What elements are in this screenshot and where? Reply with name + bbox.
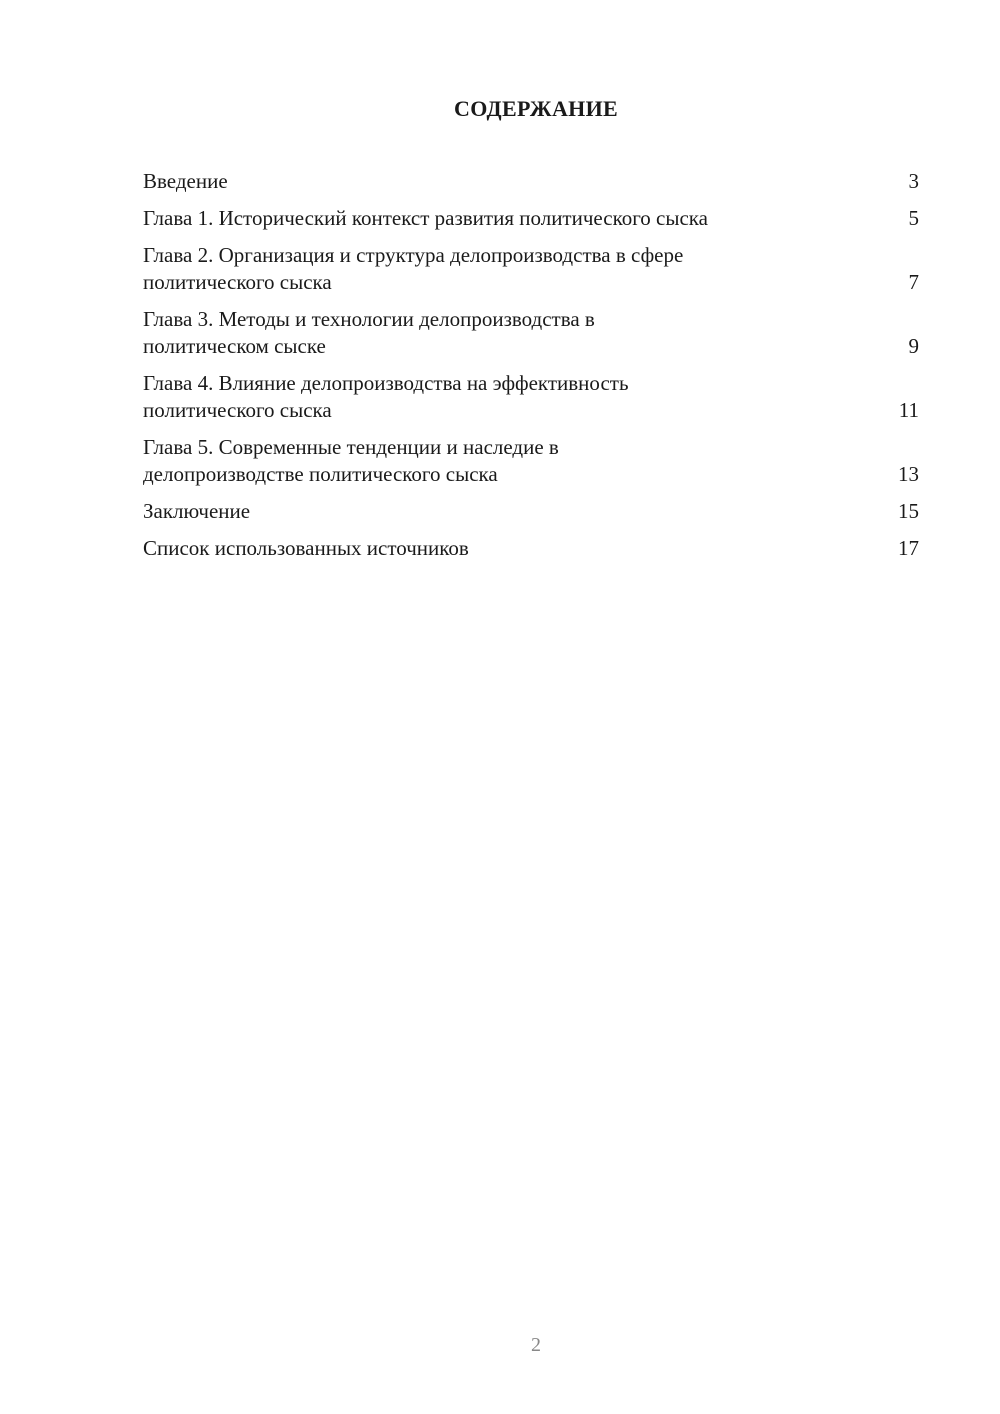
toc-entry-title: Глава 5. Современные тенденции и наследие в делопроизводстве политического сыска [143,435,559,486]
toc-entry-conclusion [143,498,919,525]
toc-entry-references [143,535,919,562]
toc-entry-title: Глава 3. Методы и технологии делопроизводства в политическом сыске [143,307,595,358]
toc-entry-page: 3 [908,169,919,193]
toc-entry-chapter-3 [143,306,919,360]
page-number: 2 [531,1334,541,1356]
toc-entry-title: Список использованных источников [143,536,469,560]
toc-entry-chapter-2 [143,242,919,296]
toc-entry-page: 15 [898,499,919,523]
toc-entry-title: Глава 2. Организация и структура делопроизводства в сфере политического сыска [143,243,684,294]
toc-entry-chapter-5 [143,434,919,488]
toc-entry-title: Глава 4. Влияние делопроизводства на эффективность политического сыска [143,371,629,422]
toc-entry-page: 17 [898,536,919,560]
toc-entry-page: 7 [908,270,919,294]
table-of-contents [143,168,919,572]
toc-entry-page: 9 [908,334,919,358]
toc-entry-title: Введение [143,169,228,193]
page-title: СОДЕРЖАНИЕ [454,96,618,121]
toc-entry-page: 5 [908,206,919,230]
toc-entry-page: 11 [898,398,919,422]
toc-entry-chapter-1 [143,205,919,232]
toc-entry-page: 13 [898,462,919,486]
toc-entry-title: Заключение [143,499,251,523]
toc-entry-introduction [143,168,919,195]
toc-entry-chapter-4 [143,370,919,424]
toc-entry-title: Глава 1. Исторический контекст развития политического сыска [143,206,709,230]
